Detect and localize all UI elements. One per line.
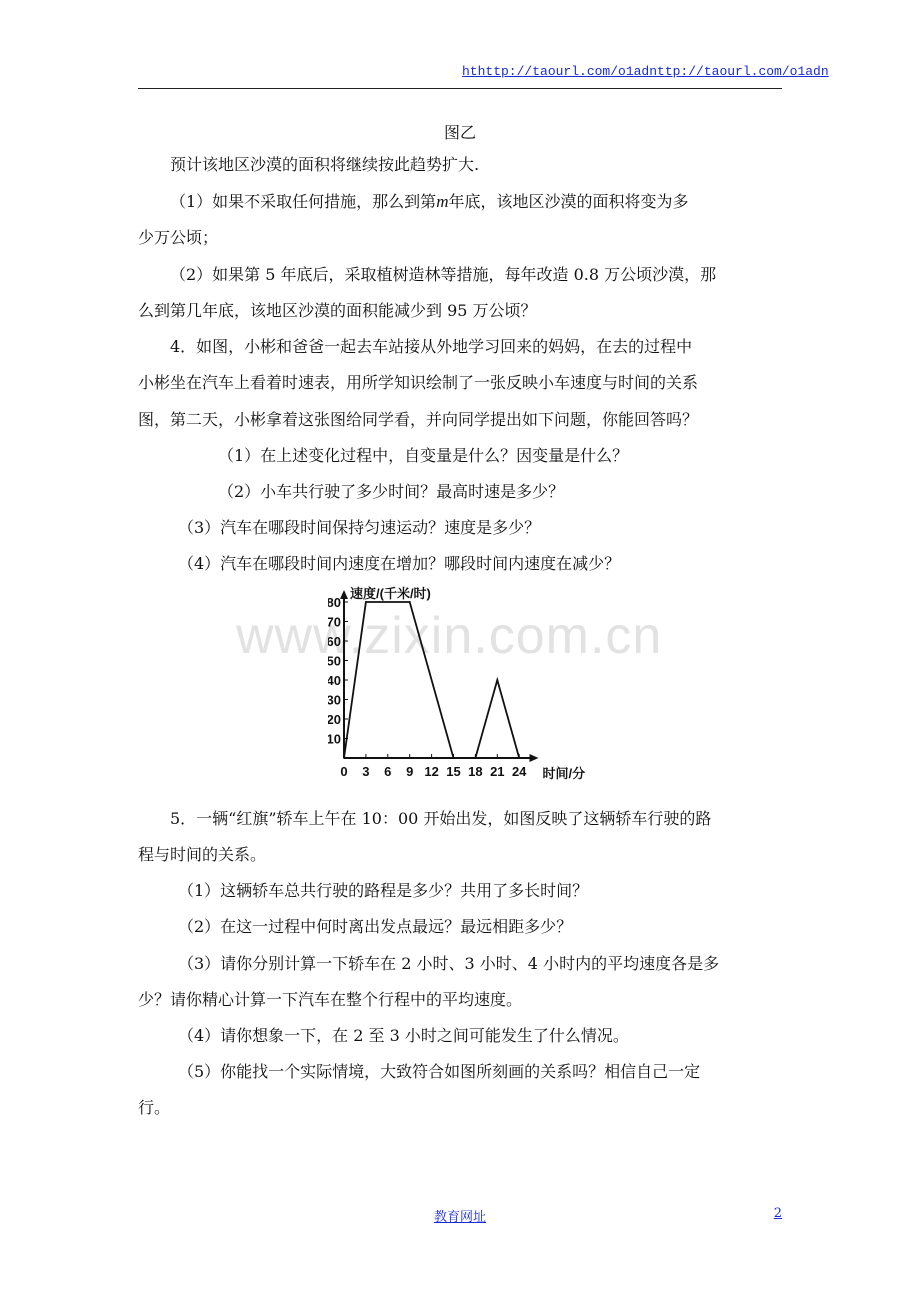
y-tick-label: 70 xyxy=(328,614,341,630)
x-tick-label: 0 xyxy=(340,764,348,779)
paragraph-line: （1）这辆轿车总共行驶的路程是多少？共用了多长时间？ xyxy=(178,881,589,900)
text-run: （1）如果不采取任何措施，那么到第 xyxy=(170,192,437,211)
x-tick-label: 3 xyxy=(362,764,370,779)
x-tick-label: 21 xyxy=(490,764,505,779)
watermark: www.zixin.com.cn xyxy=(236,607,663,665)
data-point xyxy=(518,757,520,759)
y-tick-label: 10 xyxy=(328,731,341,747)
text-run: 年底，该地区沙漠的面积将变为多 xyxy=(448,192,689,211)
paragraph-line: （5）你能找一个实际情境，大致符合如图所刻画的关系吗？相信自己一定 xyxy=(178,1062,701,1081)
x-tick-label: 9 xyxy=(406,764,414,779)
paragraph-line: （2）如果第 5 年底后，采取植树造林等措施，每年改造 0.8 万公顷沙漠，那 xyxy=(170,265,717,284)
paragraph-line: 预计该地区沙漠的面积将继续按此趋势扩大. xyxy=(170,155,480,174)
paragraph-line: 小彬坐在汽车上看着时速表，用所学知识绘制了一张反映小车速度与时间的关系 xyxy=(138,373,699,392)
paragraph-line: 图，第二天，小彬拿着这张图给同学看，并向同学提出如下问题，你能回答吗？ xyxy=(138,410,699,429)
y-tick-label: 20 xyxy=(328,712,341,727)
speed-time-chart xyxy=(328,582,668,794)
paragraph-line: （1）在上述变化过程中，自变量是什么？因变量是什么？ xyxy=(218,446,629,465)
paragraph-line: （3）汽车在哪段时间保持匀速运动？速度是多少？ xyxy=(178,518,541,537)
x-tick-label: 15 xyxy=(446,764,461,779)
y-tick-label: 30 xyxy=(328,692,341,708)
paragraph-line xyxy=(170,191,688,213)
data-point xyxy=(365,601,367,603)
y-tick-label: 80 xyxy=(328,595,341,610)
data-point xyxy=(343,757,345,759)
x-tick-label: 6 xyxy=(384,764,392,779)
y-tick-label: 50 xyxy=(328,653,341,669)
header-url[interactable]: hthttp://taourl.com/o1adnttp://taourl.com/o1adn xyxy=(462,64,829,79)
paragraph-line: （2）小车共行驶了多少时间？最高时速是多少？ xyxy=(218,482,565,501)
y-axis-arrow xyxy=(340,590,348,599)
paragraph-line: （4）请你想象一下，在 2 至 3 小时之间可能发生了什么情况。 xyxy=(178,1026,629,1045)
paragraph-line: 少万公顷； xyxy=(138,228,219,247)
paragraph-line: （3）请你分别计算一下轿车在 2 小时、3 小时、4 小时内的平均速度各是多 xyxy=(178,954,720,973)
variable-m: m xyxy=(436,192,449,211)
y-tick-label: 40 xyxy=(328,673,341,688)
x-tick-label: 12 xyxy=(424,764,439,779)
x-tick-label: 18 xyxy=(468,764,483,779)
data-point xyxy=(453,757,455,759)
paragraph-line: 少？请你精心计算一下汽车在整个行程中的平均速度。 xyxy=(138,990,523,1009)
footer-link[interactable]: 教育网址 xyxy=(433,1210,486,1225)
y-axis-label: 速度/(千米/时) xyxy=(350,586,431,601)
data-point xyxy=(496,679,498,681)
y-tick-label: 60 xyxy=(328,634,341,649)
data-point xyxy=(409,601,411,603)
chart-svg xyxy=(328,582,668,794)
paragraph-line: （2）在这一过程中何时离出发点最远？最远相距多少？ xyxy=(178,917,573,936)
paragraph-line: 么到第几年底，该地区沙漠的面积能减少到 95 万公顷？ xyxy=(138,301,537,320)
page-number: 2 xyxy=(773,1206,782,1221)
header-rule xyxy=(138,88,782,89)
paragraph-line: 5．一辆“红旗”轿车上午在 10：00 开始出发，如图反映了这辆轿车行驶的路 xyxy=(170,809,712,828)
figure-caption: 图乙 xyxy=(443,123,476,142)
paragraph-line: 程与时间的关系。 xyxy=(138,845,267,864)
paragraph-line: 4．如图，小彬和爸爸一起去车站接从外地学习回来的妈妈，在去的过程中 xyxy=(170,337,693,356)
paragraph-line: （4）汽车在哪段时间内速度在增加？哪段时间内速度在减少？ xyxy=(178,554,621,573)
x-axis-arrow xyxy=(530,754,539,762)
x-tick-label: 24 xyxy=(511,764,527,779)
x-axis-label: 时间/分 xyxy=(542,766,586,781)
paragraph-line: 行。 xyxy=(138,1098,171,1117)
data-point xyxy=(475,757,477,759)
series-line xyxy=(344,602,519,758)
